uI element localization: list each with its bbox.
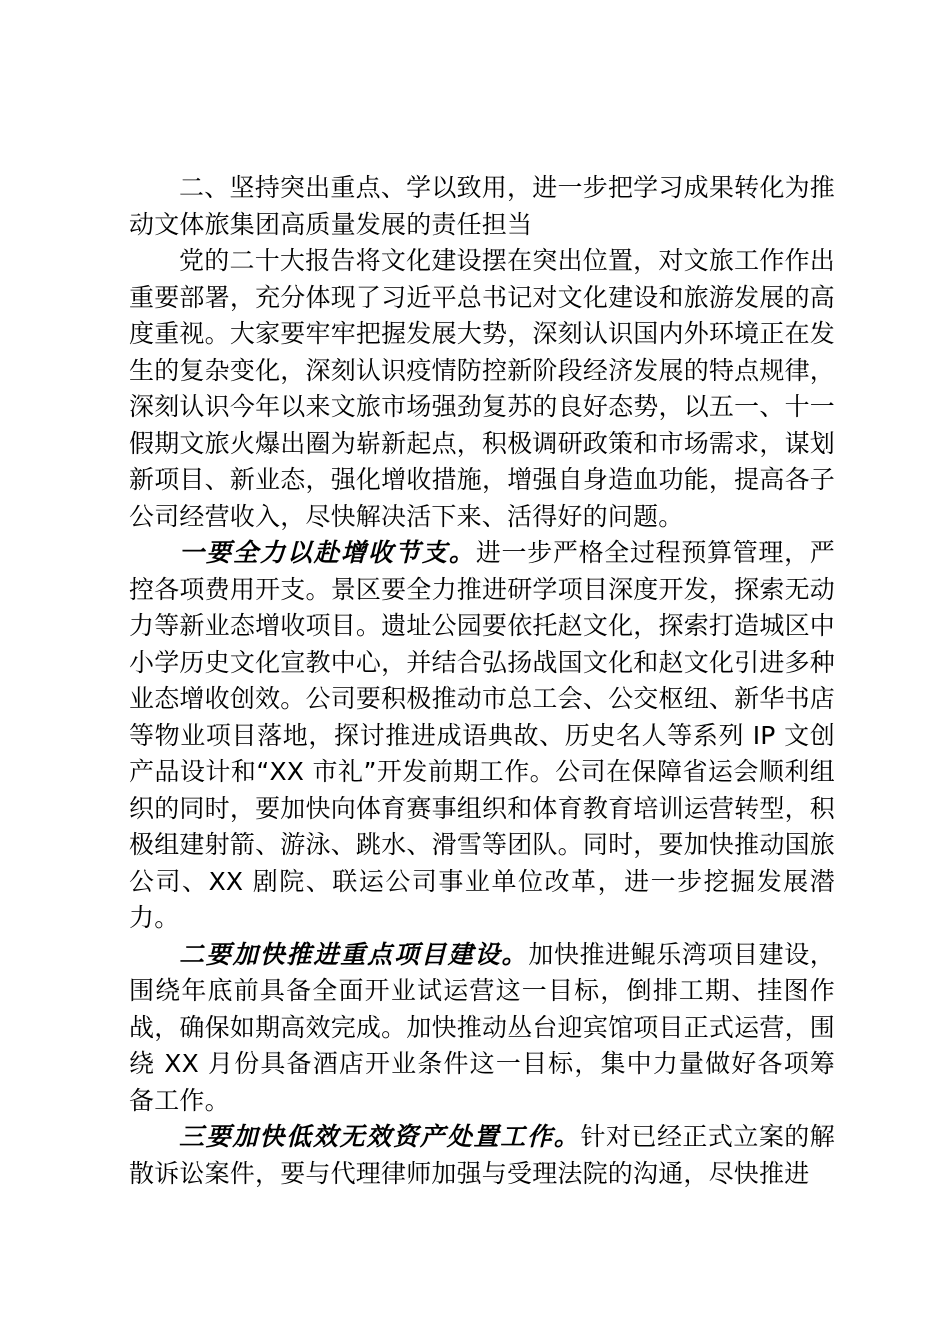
paragraph-body: 针对已经正式立案的解散诉讼案件，要与代理律师加强与受理法院的沟通，尽快推进 xyxy=(129,1122,835,1188)
paragraph-body: 加快推进鲲乐湾项目建设，围绕年底前具备全面开业试运营这一目标，倒排工期、挂图作战，确保如期高效完成。加快推动丛台迎宾馆项目正式运营，围绕 XX 月份具备酒店开业条件这一目标，集中力量做好各项筹备工作。 xyxy=(129,939,835,1115)
section-heading: 二、坚持突出重点、学以致用，进一步把学习成果转化为推动文体旅集团高质量发展的责任担当 xyxy=(129,173,835,239)
document-page xyxy=(129,170,835,1192)
paragraph-body: 进一步严格全过程预算管理，严控各项费用开支。景区要全力推进研学项目深度开发，探索无动力等新业态增收项目。遗址公园要依托赵文化，探索打造城区中小学历史文化宣教中心，并结合弘扬战国文化和赵文化引进多种业态增收创效。公司要积极推动市总工会、公交枢纽、新华书店等物业项目落地，探讨推进成语典故、历史名人等系列 IP 文创产品设计和“XX 市礼”开发前期工作。公司在保障省运会顺利组织的同时，要加快向体育赛事组织和体育教育培训运营转型，积极组建射箭、游泳、跳水、滑雪等团队。同时，要加快推动国旅公司、XX 剧院、联运公司事业单位改革，进一步挖掘发展潜力。 xyxy=(129,538,835,932)
intro-paragraph: 党的二十大报告将文化建设摆在突出位置，对文旅工作作出重要部署，充分体现了习近平总书记对文化建设和旅游发展的高度重视。大家要牢牢把握发展大势，深刻认识国内外环境正在发生的复杂变化，深刻认识疫情防控新阶段经济发展的特点规律，深刻认识今年以来文旅市场强劲复苏的良好态势，以五一、十一假期文旅火爆出圈为崭新起点，积极调研政策和市场需求，谋划新项目、新业态，强化增收措施，增强自身造血功能，提高各子公司经营收入，尽快解决活下来、活得好的问题。 xyxy=(129,246,835,531)
paragraph-asset-disposal xyxy=(129,1119,835,1192)
paragraph-key-projects xyxy=(129,937,835,1120)
paragraph-increase-revenue xyxy=(129,535,835,937)
paragraph-lead: 三要加快低效无效资产处置工作。 xyxy=(179,1122,581,1151)
paragraph-lead: 一要全力以赴增收节支。 xyxy=(179,538,476,567)
paragraph-lead: 二要加快推进重点项目建设。 xyxy=(179,939,529,969)
